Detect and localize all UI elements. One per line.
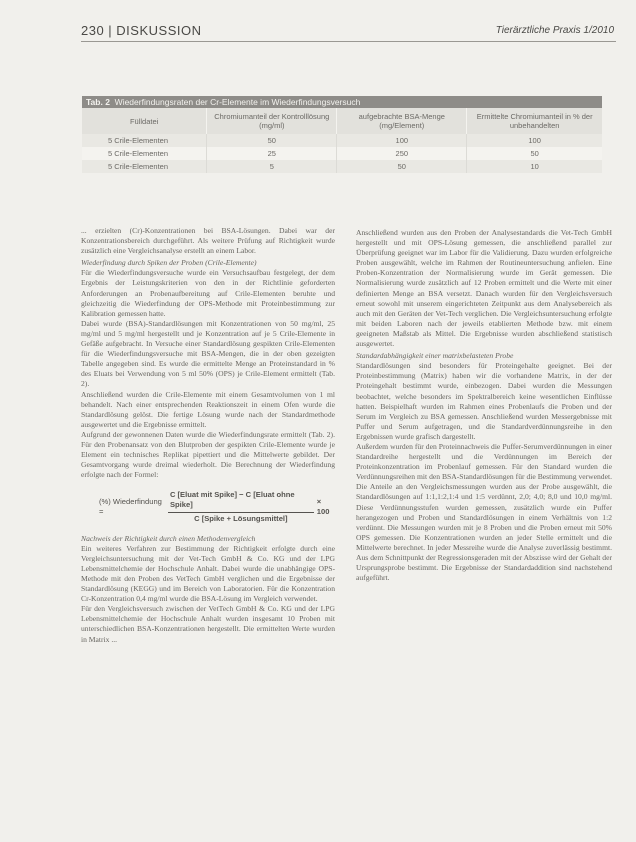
table-row (82, 160, 602, 173)
section-heading: Nachweis der Richtigkeit durch einen Methodenvergleich (81, 533, 256, 543)
formula-multiplier: × 100 (316, 496, 330, 516)
table-cell: 100 (467, 134, 602, 147)
table-caption (82, 96, 602, 108)
body-paragraph: Außerdem wurden für den Proteinnachweis die Puffer-Serumverdünnungen in einer Standardreihe hergestellt und die Verdünnungen im Bereich der Proteinkonzentration im Probenlauf gemessen. Für den Standard wurden die Verdünnungsreihen mit den BSA-Standardlösungen für die Bestimmung verwendet. Die Anteile an den Vergleichsmessungen wurden aus der Probe ausgewählt, die Standardlösungen auf 1:1,1:2,1:4 und 1:5 verdünnt, 2,0; 4,0; 8,0 und 10,0 mg/ml. Diese Verdünnungsstufen wurden gemessen, zusätzlich wurde ein Puffer herangezogen und Proben und Standardlösungen in einem Verhältnis von 1:2 verdünnt. Die Messungen wurden mit je 8 Proben und die Proben erneut mit 50% OPS gemessen. Die Konzentrationen wurden an jeder Stelle ermittelt und die Mittelwerte berechnet. In jeder Messreihe wurde die Analyse zuverlässig bestimmt. Aus dem Schnittpunkt der Regressionsgeraden mit der Abszisse wird der Gehalt der Ursprungsprobe bestimmt. Die Ergebnisse der Standardaddition sind nachstehend aufgeführt. (356, 441, 612, 583)
recovery-formula (99, 490, 335, 523)
table-cell: 5 Crile-Elementen (108, 136, 169, 145)
section-heading: Wiederfindung durch Spiken der Proben (Crile-Elemente) (81, 258, 257, 268)
table-cell: 50 (337, 160, 467, 173)
left-column (81, 226, 335, 645)
table-cell: 25 (207, 147, 337, 160)
table-caption-label: Tab. 2 (86, 97, 110, 107)
column-header: Ermittelte Chromiumanteil in % der unbehandelten (467, 108, 602, 134)
table-cell: 250 (337, 147, 467, 160)
body-paragraph: Anschließend wurden die Crile-Elemente mit einem Gesamtvolumen von 1 ml behandelt. Nach einer entsprechenden Reaktionszeit in einem Ofen wurde die Standardlösung gelöst. Die fertige Lösung wurde nach der Standardmethode ausgewertet und die Ergebnisse ermittelt. (81, 389, 335, 429)
table-cell: 100 (337, 134, 467, 147)
column-header: Fülldatei (129, 116, 159, 126)
table-cell: 5 (207, 160, 337, 173)
table-grid (82, 108, 602, 173)
table-cell: 50 (467, 147, 602, 160)
body-paragraph: Ein weiteres Verfahren zur Bestimmung der Richtigkeit erfolgte durch eine Vergleichsuntersuchung mit der Vet-Tech GmbH & Co. KG und der LPG Lebensmittelchemie der Hochschule Anhalt. Dabei wurde die unabhängige OPS-Methode mit den Proben des VetTech GmbH verglichen und die Ergebnisse der Standardlösung (KEGG) und im Bereich von Laboratorien. Für die Konzentration Cr-Konzentration 0,4 mg/ml wurde die BSA-Lösung im Vergleich verwendet. (81, 543, 335, 604)
table-cell: 10 (467, 160, 602, 173)
formula-fraction (168, 490, 314, 523)
body-paragraph: Dabei wurde (BSA)-Standardlösungen mit Konzentrationen von 50 mg/ml, 25 mg/ml und 5 mg/ml hergestellt und je Konzentration auf je 5 Crile-Elemente in Gefäße aufgebracht. In Versuche einer Standardlösung gespikten Crile-Elementen für die Wiederfindungsversuche mit BSA-Mengen, die in der oben gezeigten Tabelle angegeben sind. Es wurde die ermittelte Menge an Proteinstandard in % des Eluats bei Verwendung von 5 ml 50% (OPS) je Crile-Element ermittelt (Tab. 2). (81, 318, 335, 389)
table-header-row (82, 108, 602, 134)
body-paragraph: Für den Vergleichsversuch zwischen der VetTech GmbH & Co. KG und der LPG Lebensmittelchemie der Hochschule Anhalt wurden insgesamt 10 Proben mit unterschiedlichen BSA-Konzentrationen hergestellt. Die ermittelten Werte wurden in Matrix ... (81, 604, 335, 644)
body-paragraph: Anschließend wurden aus den Proben der Analysestandards die Vet-Tech GmbH hergestellt und mit OPS-Lösung gemessen, die anschließend parallel zur Überprüfung geeignet war im Labor für die Validierung. Dazu wurden erfolgreiche Proben ausgewählt, welche im Rahmen der Routineuntersuchung anfielen. Eine Proben-Konzentration der Normalisierung wurde im Gerät gemessen. Die Normalisierung wurde zusätzlich auf 12 Proben ermittelt und die Werte mit einer definierten Menge an BSA versetzt. Danach wurden für den Vergleichsversuch erneut sowohl mit unserem eingerichteten Zeitpunkt aus dem Analysebereich als auch mit den Geräten der Vet-Tech verglichen. Die Vergleichsuntersuchung erfolgte mit beiden Laboren nach der jeweils etablierten Methode bzw. mit einem geeigneten Maßstab als Mittel. Die Ergebnisse wurden abschließend statistisch ausgewertet. (356, 228, 612, 349)
column-header: aufgebrachte BSA-Menge (mg/Element) (337, 108, 467, 134)
table-cell: 5 Crile-Elementen (108, 162, 169, 171)
body-paragraph: ... erzielten (Cr)-Konzentrationen bei BSA-Lösungen. Dabei war der Konzentrationsbereich durchgeführt. Als weitere Prüfung auf Richtigkeit wurde zusätzlich eine Vergleichsanalyse erstellt an einem Labor. (81, 226, 335, 256)
formula-lhs: (%) Wiederfindung = (99, 496, 162, 516)
right-column (356, 228, 612, 583)
body-paragraph: Aufgrund der gewonnenen Daten wurde die Wiederfindungsrate ermittelt (Tab. 2). Für den Probenansatz von den Blutproben der gespikten Crile-Elemente wurde je Element ein technisches Replikat pipettiert und die Mittelwerte gebildet. Der Gesamtvorgang wurde dreimal wiederholt. Die Berechnung der Wiederfindung erfolgte nach der Formel: (81, 429, 335, 480)
results-table (82, 96, 602, 180)
body-paragraph: Standardlösungen sind besonders für Proteingehalte geeignet. Bei der Proteinbestimmung (Matrix) haben wir die vorhandene Matrix, in der der Proteingehalt bestimmt wurde, einbezogen. Dabei wurden die Messungen beobachtet, welche besonders im Spektralbereich keine wesentlichen Einflüsse hatten. Beispielhaft wurden im Rahmen eines Probenlaufs die Proben und der Serum im Vergleich zu BSA gemessen. Anschließend wurden Messergebnisse mit Puffer und Serum aufgetragen, und die Standardverdünnungsreihe in den Ergebnissen wurde grafisch dargestellt. (356, 361, 612, 441)
table-cell: 5 Crile-Elementen (108, 149, 169, 158)
table-row (82, 147, 602, 160)
running-header-right: Tierärztliche Praxis 1/2010 (495, 25, 614, 36)
formula-denominator: C [Spike + Lösungsmittel] (194, 513, 288, 523)
column-header: Chromiumanteil der Kontrolllösung (mg/ml) (207, 108, 337, 134)
table-row (82, 134, 602, 147)
table-caption-text: Wiederfindungsraten der Cr-Elemente im Wiederfindungsversuch (114, 97, 361, 107)
formula-numerator: C [Eluat mit Spike] − C [Eluat ohne Spike] (168, 490, 314, 512)
header-rule (81, 41, 616, 42)
table-cell: 50 (207, 134, 337, 147)
body-paragraph: Für die Wiederfindungsversuche wurde ein Versuchsaufbau festgelegt, der dem Ergebnis der Leistungskriterien von den in der Richtlinie geforderten Anforderungen an Probenaufbereitung auf Crile-Elementen beruhte und gleichzeitig die Wiederfindung der OPS-Methode mit Proteinbestimmung zur Kalibration gemessen hatte. (81, 268, 335, 318)
running-header-left: 230 | DISKUSSION (81, 23, 202, 38)
section-heading: Standardabhängigkeit einer matrixbelasteten Probe (356, 351, 514, 361)
